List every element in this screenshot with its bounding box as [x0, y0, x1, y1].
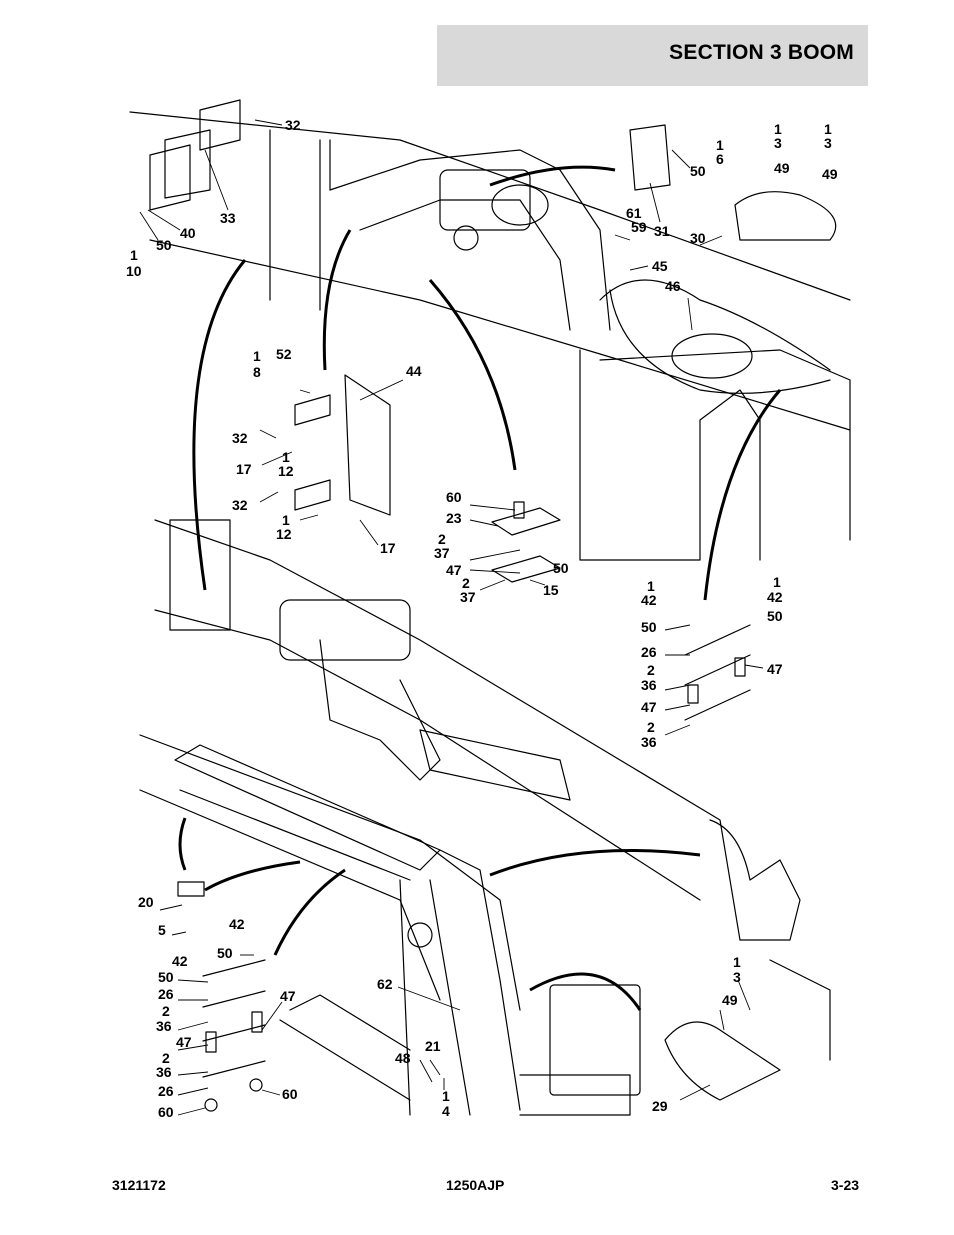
callout-label: 12	[278, 463, 294, 479]
callout-label: 45	[652, 258, 668, 274]
callout-label: 42	[229, 916, 245, 932]
callout-label: 47	[641, 699, 657, 715]
callout-label: 49	[822, 166, 838, 182]
callout-label: 40	[180, 225, 196, 241]
callout-label: 1	[733, 954, 741, 970]
drawing-lines	[130, 100, 850, 1115]
callout-label: 60	[282, 1086, 298, 1102]
callout-label: 50	[156, 237, 172, 253]
callout-label: 36	[641, 734, 657, 750]
callout-label: 47	[446, 562, 462, 578]
callout-label: 17	[380, 540, 396, 556]
callout-label: 3	[733, 969, 741, 985]
callout-label: 32	[232, 430, 248, 446]
callout-label: 5	[158, 922, 166, 938]
callout-label: 61	[626, 205, 642, 221]
page-number: 3-23	[831, 1177, 860, 1193]
callout-label: 49	[774, 160, 790, 176]
callout-label: 50	[553, 560, 569, 576]
callout-label: 1	[716, 137, 724, 153]
callout-label: 12	[276, 526, 292, 542]
callout-label: 36	[156, 1018, 172, 1034]
callout-label: 17	[236, 461, 252, 477]
section-title: SECTION 3 BOOM	[669, 41, 854, 64]
callout-label: 3	[824, 135, 832, 151]
callout-labels	[126, 117, 838, 1120]
callout-label: 10	[126, 263, 142, 279]
callout-label: 50	[158, 969, 174, 985]
callout-label: 1	[253, 348, 261, 364]
callout-label: 1	[130, 247, 138, 263]
callout-label: 37	[434, 545, 450, 561]
callout-label: 47	[767, 661, 783, 677]
callout-label: 50	[690, 163, 706, 179]
callout-label: 42	[641, 592, 657, 608]
callout-label: 1	[282, 512, 290, 528]
callout-label: 52	[276, 346, 292, 362]
callout-label: 20	[138, 894, 154, 910]
callout-label: 15	[543, 582, 559, 598]
callout-label: 50	[767, 608, 783, 624]
callout-label: 2	[438, 531, 446, 547]
callout-label: 62	[377, 976, 393, 992]
callout-label: 47	[280, 988, 296, 1004]
callout-label: 26	[158, 986, 174, 1002]
callout-label: 42	[172, 953, 188, 969]
callout-label: 32	[232, 497, 248, 513]
callout-label: 2	[162, 1050, 170, 1066]
callout-label: 49	[722, 992, 738, 1008]
callout-label: 36	[156, 1064, 172, 1080]
callout-label: 48	[395, 1050, 411, 1066]
callout-label: 59	[631, 219, 647, 235]
callout-label: 1	[774, 121, 782, 137]
model-number: 1250AJP	[446, 1177, 505, 1193]
callout-label: 30	[690, 230, 706, 246]
callout-label: 44	[406, 363, 422, 379]
callout-label: 32	[285, 117, 301, 133]
callout-label: 60	[446, 489, 462, 505]
callout-label: 46	[665, 278, 681, 294]
callout-label: 42	[767, 589, 783, 605]
callout-label: 36	[641, 677, 657, 693]
callout-label: 2	[462, 575, 470, 591]
callout-label: 2	[647, 719, 655, 735]
callout-label: 23	[446, 510, 462, 526]
leader-lines	[140, 120, 763, 1115]
callout-label: 2	[162, 1003, 170, 1019]
callout-label: 2	[647, 662, 655, 678]
doc-number: 3121172	[112, 1177, 166, 1193]
callout-label: 1	[824, 121, 832, 137]
callout-label: 1	[282, 449, 290, 465]
callout-label: 60	[158, 1104, 174, 1120]
callout-label: 6	[716, 151, 724, 167]
callout-label: 4	[442, 1103, 450, 1119]
callout-label: 26	[158, 1083, 174, 1099]
callout-label: 8	[253, 364, 261, 380]
callout-label: 29	[652, 1098, 668, 1114]
callout-label: 26	[641, 644, 657, 660]
callout-label: 33	[220, 210, 236, 226]
callout-label: 1	[442, 1088, 450, 1104]
callout-label: 37	[460, 589, 476, 605]
callout-label: 47	[176, 1034, 192, 1050]
callout-label: 1	[647, 578, 655, 594]
callout-label: 3	[774, 135, 782, 151]
callout-label: 31	[654, 223, 670, 239]
callout-label: 21	[425, 1038, 441, 1054]
callout-label: 50	[217, 945, 233, 961]
callout-label: 1	[773, 574, 781, 590]
callout-label: 50	[641, 619, 657, 635]
